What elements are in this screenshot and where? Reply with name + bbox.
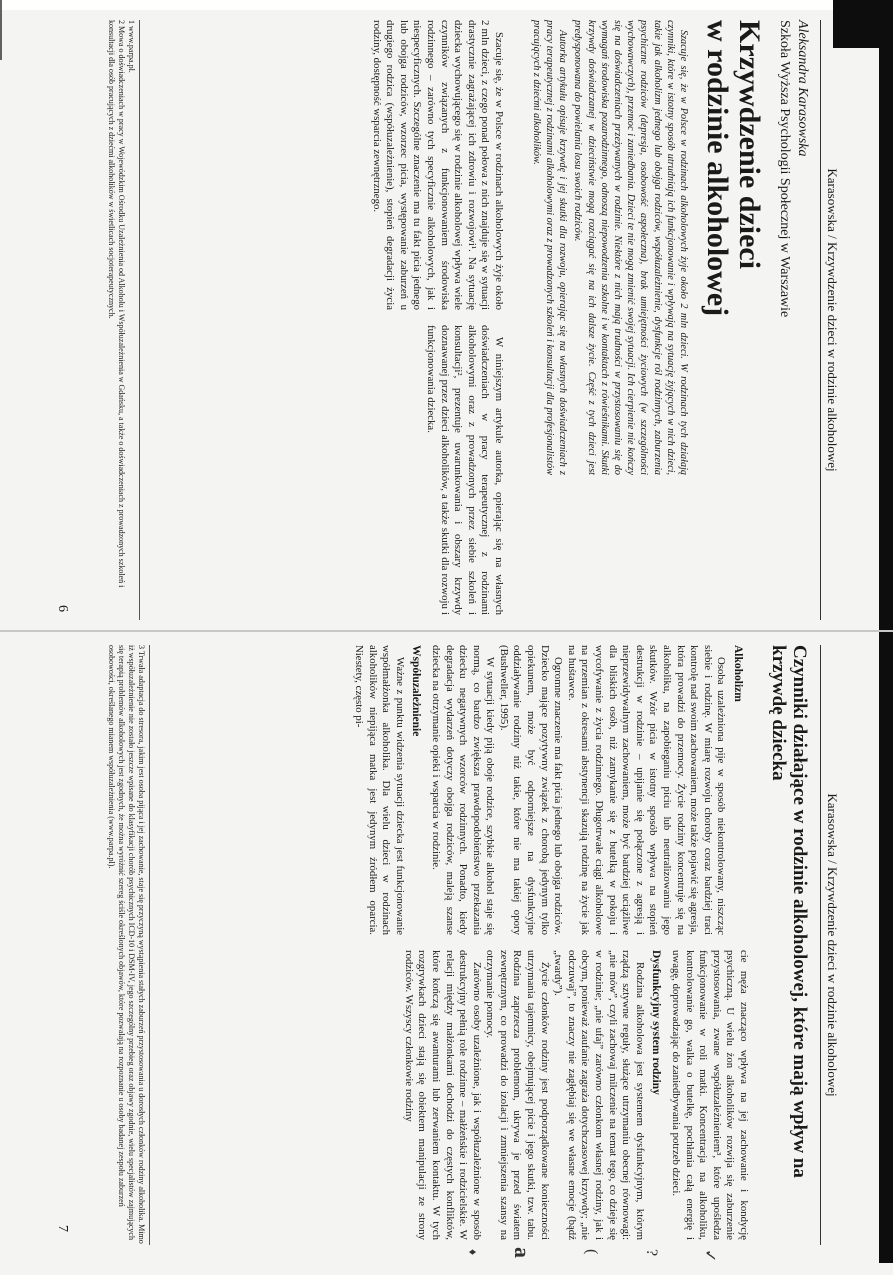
title-line-1: Krzywdzenie dzieci — [733, 20, 766, 270]
abstract-paragraph: Szacuje się, że w Polsce w rodzinach alkoholowych żyje około 2 mln dzieci. W rodzinach tych działają czynniki, które w istotny sposób utrudniają ich funkcjonowanie i wpływają na sytuację żyjących w nich dzieci, takie jak alkoholizm jednego lub obojga rodziców, współuzależnienie, dysfunkcje ról rodzinnych, zaburzenia psychiczne rodziców (depresja, osobowość aspołeczna), brak umiejętności życiowych (w szczególności wychowawczych), przemoc i zaniedbania. Dzieci te nie mogą zmienić swojej sytuacji. Ich cierpienie nie kończy się na doświadczeniach przeżywanych w rodzinie. Niektóre z nich mają trudności w przystosowaniu się do wymagań środowiska pozarodzinnego, odnoszą niepowodzenia szkolne i w kontaktach z rówieśnikami. Skutki krzywdy doświadczanej w dzieciństwie mogą rozciągać się na ich dalsze życie. Część z tych dzieci jest predysponowana do powielania losu swoich rodziców. — [572, 20, 689, 475]
body-paragraph: Ważne z punktu widzenia sytuacji dziecka jest funkcjonowanie współmałżonka alkoholika. Dla wielu dzieci w rodzinach alkoholików niepijąca matka jest jedynym źródłem oparcia. Niestety, często pi- — [352, 645, 406, 935]
running-head: Karasowska / Krzywdzenie dzieci w rodzinie alkoholowej — [820, 645, 840, 1245]
body-paragraph: Ogromne znaczenie ma fakt picia jednego lub obojga rodziców. Dziecko mające pozytywny związek z chorobą jedynym tylko opiekunem, może być odporniejsze na dysfunkcyjne oddziaływanie rodziny niż takie, które nie ma takiej opory (Bushweller, 1995). — [497, 645, 565, 935]
footnote: 2 Mowa o doświadczeniach w pracy w Wojewódzkim Ośrodku Uzależnienia od Alkoholu i Współuzależnienia w Gdańsku, a także o doświadczeniach z prowadzonych szkoleń i konsultacji dla osób pracujących z dziećmi alkoholików w świetlicach socjoterapeutycznych. — [107, 20, 126, 588]
subsection-title: Dysfunkcyjny system rodziny — [650, 950, 663, 1095]
right-page — [50, 645, 840, 1263]
body-paragraph: W sytuacji kiedy piją oboje rodzice, szybkie alkohol staje się normą, co bardzo zwiększa prawdopodobieństwo przekazania dziecku negatywnych wzorców rodzinnych. Ponadto, kiedy degradacja wydarzeń dotyczy obojga rodziców, maleją szanse dziecka na otrzymanie opieki i wsparcia w rodzinie. — [429, 645, 497, 935]
margin-mark: ✓ — [701, 1249, 718, 1263]
body-paragraph: W niniejszym artykule autorka, opierając się na własnych doświadczeniach w pracy terapeutycznej z rodzinami alkoholowymi oraz z prowadzonych przez siebie szkoleń i konsultacji², prezentuje uwarunkowania i obszary krzywdy doznawanej przez dzieci alkoholików, a także skutki dla rozwoju i funkcjonowania dziecka. — [425, 325, 505, 615]
body-paragraph: Zarówno osoby uzależnione, jak i współuzależnione w sposób destrukcyjny pełnią role rodzinne – małżeńskie i rodzicielskie. W relacji między małżonkami dochodzi do częstych konfliktów, które kończą się awanturami lub zerwaniem kontaktu. W tych rozgrywkach dzieci stają się obiektem manipulacji ze strony rodziców. Wszyscy członkowie rodziny — [402, 950, 483, 1240]
running-head: Karasowska / Krzywdzenie dzieci w rodzinie alkoholowej — [820, 20, 840, 620]
margin-mark: ♦ — [466, 1249, 480, 1256]
section-heading: Czynniki działające w rodzinie alkoholowej, które mają wpływ na krzywdę dziecka — [768, 645, 810, 1178]
abstract-paragraph: Autorka artykułu opisuje krzywdę i jej skutki dla rozwoju, opierając się na własnych doświadczeniach z pracy terapeutycznej z rodzinami alkoholowymi oraz z prowadzonych szkoleń i konsultacji dla profesjonalistów pracujących z dziećmi alkoholików. — [530, 20, 569, 475]
scan-top-edge — [0, 0, 893, 10]
footnotes — [106, 20, 140, 620]
handwritten-margin-marks — [430, 1245, 730, 1275]
body-column-left — [369, 20, 505, 310]
footnotes — [106, 645, 150, 1245]
abstract — [528, 20, 690, 475]
margin-mark: ( — [583, 1249, 600, 1255]
footnote: 1 www.parpa.pl. — [127, 20, 136, 73]
author-name: Aleksandra Karasowska — [795, 20, 810, 157]
body-paragraph: Osoba uzależniona pije w sposób niekontrolowany, niszcząc siebie i rodzinę. W miarę rozwoju choroby coraz bardziej traci kontrolę nad swoim zachowaniem, może także pojawić się agresja, która prowadzi do przemocy. Życie rodziny koncentruje się na alkoholiku, na zapobieganiu piciu lub neutralizowaniu jego skutków. Wzór picia w istotny sposób wpływa na stopień destrukcji w rodzinie – upijanie się połączone z agresją i nieprzewidywalnym zachowaniem, może być bardziej uciążliwe dla bliskich osób, niż zamykanie się z butelką w pokoju i wycofywanie z życia rodzinnego. Długotrwałe ciągi alkoholowe na przemian z okresami abstynencji skazują rodzinę na życie jak na huśtawce. — [565, 645, 728, 935]
article-title — [701, 20, 765, 316]
body-column-right — [401, 950, 750, 1240]
scan-dark-corner — [833, 0, 893, 48]
body-paragraph: Rodzina alkoholowa jest systemem dysfunkcyjnym, którym rządzą sztywne reguły, służące utrzymaniu obecnej równowagi: „nie mów”, czyli zachowaj milczenie na temat tego, co dzieje się w rodzinie; „nie ufaj” zarówno członkom własnej rodziny, jak i obcym, ponieważ zaufanie zagraża dotychczasowej krzywdy; „nie odczuwaj”, to znaczy nie zagłębiaj się we własne emocje (bądź „twardy”). — [552, 950, 646, 1240]
scan-staple-mark — [0, 0, 22, 60]
body-paragraph: Szacuje się, że w Polsce w rodzinach alkoholowych żyje około 2 mln dzieci, z czego ponad połowa z nich znajduje się w sytuacji drastycznie zagrażającej ich zdrowiu i rozwojowi¹. Na sytuację dziecka wychowującego się w rodzinie alkoholowej wpływa wiele czynników związanych z funkcjonowaniem środowiska rodzinnego – zarówno tych specyficznie alkoholowych, jak i niespecyficznych. Szczególne znaczenie ma tu fakt picia jednego lub obojga rodziców, wzorzec picia, występowanie zaburzeń u drugiego rodzica (współuzależnienie), stopień degradacji życia rodziny, dostępność wsparcia zewnętrznego. — [370, 20, 505, 310]
body-column-right — [423, 325, 505, 615]
body-column-left — [351, 645, 750, 935]
left-page — [50, 20, 840, 620]
subsection-title: Współuzależnienie — [410, 645, 423, 737]
page-fold-line — [0, 630, 893, 632]
margin-mark: a — [510, 1247, 535, 1258]
title-line-2: w rodzinie alkoholowej — [701, 20, 734, 317]
author-affiliation: Szkoła Wyższa Psychologii Społecznej w Warszawie — [777, 20, 792, 318]
page-number: 6 — [55, 605, 70, 612]
margin-mark: ? — [643, 1249, 660, 1257]
body-paragraph: cie męża znacząco wpływa na jej zachowanie i kondycję psychiczną. U wielu żon alkoholików rozwija się zaburzenie przystosowania, zwane współuzależnieniem³, które upośledza funkcjonowanie w roli matki. Koncentracja na alkoholiku, kontrolowanie go, walka o butelkę, pochłania całą energię i uwagę, doprowadzając do zaniedbywania potrzeb dzieci. — [670, 950, 750, 1240]
footnote: 3 Trwała adaptacja do stresora, jakim jest osoba pijąca i jej zachowanie, staje się przyczyną wystąpienia stałych zaburzeń przystosowania u dorosłych członków rodziny alkoholika. Mimo iż współuzależnienie nie zostało jeszcze wpisane do klasyfikacji chorób psychicznych ICD-10 i DSM-IV, jego szczególny przebieg oraz objawy zgodnie, wielu specjalistów zajmujących się terapią problemów alkoholowych jest zgodnych, że można wyróżnić szereg ściśle określonych objawów, które pozwalają na rozpoznanie u osoby badanej zespołu zaburzeń osobowości, określanego mianem współuzależnienia (www.parpa.pl). — [107, 645, 146, 1244]
page-number: 7 — [55, 1225, 70, 1232]
subsection-title: Alkoholizm — [732, 645, 744, 702]
body-paragraph: Życie członków rodziny jest podporządkowane konieczności utrzymania tajemnicy, obejmującej picie i jego skutki, tzw. tabu. Rodzina zaprzecza problemom, ukrywa je przed światem zewnętrznym, co prowadzi do izolacji i zmniejszenia szansy na otrzymanie pomocy. — [484, 950, 551, 1240]
